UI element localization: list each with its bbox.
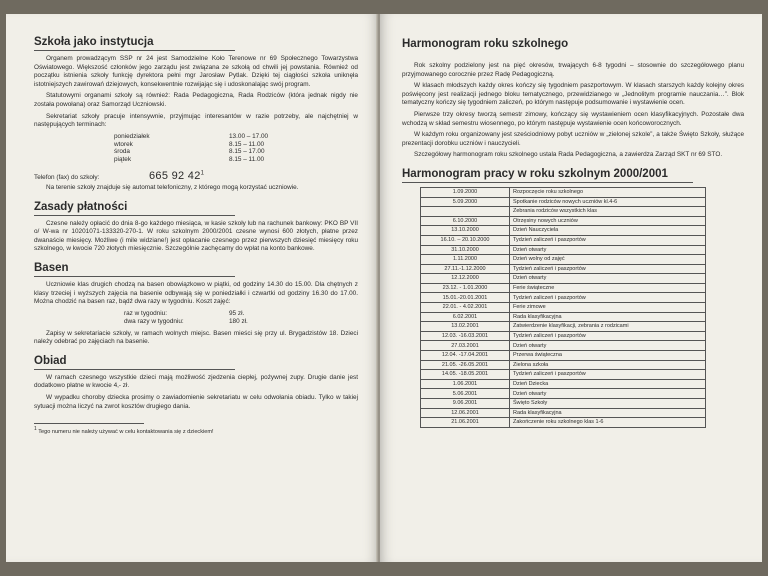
schedule-date-cell: 5.06.2001	[421, 389, 510, 399]
table-row	[421, 303, 706, 313]
schedule-date-cell: 9.06.2001	[421, 399, 510, 409]
schedule-event-cell: Tydzień zaliczeń i paszportów	[510, 235, 706, 245]
table-row	[421, 341, 706, 351]
schedule-date-cell: 1.11.2000	[421, 255, 510, 265]
pool-price-label: dwa razy w tygodniu:	[124, 317, 184, 325]
schedule-event-cell: Zatwierdzenie klasyfikacji, zebrania z rodzicami	[510, 322, 706, 332]
office-hours-row	[114, 156, 358, 164]
pool-prices	[124, 310, 358, 326]
paragraph: Na terenie szkoły znajduje się automat telefoniczny, z którego mogą korzystać uczniowie.	[46, 183, 299, 191]
footnote-text: Tego numeru nie należy używać w celu kontaktowania się z dzieckiem!	[38, 429, 214, 436]
paragraph: W klasach młodszych każdy okres kończy się tygodniem paszportowym. W klasach starszych każdy kolejny okres poświęcony jest realizacji jednego bloku tematycznego, przewidzianego w „Jednolitym programie nauczania…”. Blok tematyczny kończy się tygodniem zaliczeń, po którym następuje podsumowanie i wystawienie ocen.	[402, 82, 744, 107]
section-title-pool: Basen	[34, 262, 235, 277]
section-title-school-year: Harmonogram roku szkolnego	[402, 38, 569, 50]
weekday: wtorek	[114, 140, 133, 148]
schedule-date-cell	[421, 207, 510, 217]
office-hours-row	[114, 133, 358, 141]
schedule-date-cell: 12.06.2001	[421, 408, 510, 418]
table-row	[421, 235, 706, 245]
phone-label: Telefon (fax) do szkoły:	[34, 173, 100, 181]
table-row	[421, 293, 706, 303]
right-page	[380, 14, 762, 562]
paragraph: Uczniowie klas drugich chodzą na basen obowiązkowo w piątki, od godziny 14.30 do 15.00. Dla chętnych z klasy trzeciej i wyższych zajęcia na basenie odbywają się w poniedziałki i czwartki od godziny 16.30 do 17.00. Można chodzić na basen raz, bądź dwa razy w tygodniu. Koszt zajęć:	[34, 280, 358, 306]
schedule-date-cell: 27.11.-1.12.2000	[421, 264, 510, 274]
table-row	[421, 312, 706, 322]
table-row	[421, 274, 706, 284]
pool-price-row	[124, 310, 358, 318]
paragraph: Organem prowadzącym SSP nr 24 jest Samodzielne Koło Terenowe nr 69 Społecznego Towarzystwa Oświatowego. Większość członków jego zarządu jest związana ze szkołą od chwili jej powstania. Również od początku istnienia szkoły funkcję dyrektora pełni mgr Jarosław Pytlak. Dzięki tej ciągłości szkoła uniknęła istotniejszych zawirowań dziejowych, konsekwentnie rozwijając się i udoskonalając swój program.	[34, 55, 358, 88]
schedule-date-cell: 16.10. – 20.10.2000	[421, 235, 510, 245]
right-page-content	[380, 14, 762, 562]
table-row	[421, 399, 706, 409]
section-title-school: Szkoła jako instytucja	[34, 36, 235, 51]
phone-number-text: 665 92 42	[149, 169, 201, 182]
schedule-date-cell: 1.06.2001	[421, 379, 510, 389]
table-row	[421, 360, 706, 370]
schedule-event-cell: Dzień wolny od zajęć	[510, 255, 706, 265]
table-row	[421, 207, 706, 217]
schedule-event-cell: Dzień otwarty	[510, 341, 706, 351]
phone-line	[34, 170, 358, 182]
hours-range: 8.15 – 17.00	[229, 148, 265, 156]
schedule-date-cell: 6.02.2001	[421, 312, 510, 322]
table-row	[421, 255, 706, 265]
pool-price-value: 95 zł.	[229, 309, 245, 317]
paragraph: Rok szkolny podzielony jest na pięć okresów, trwających 6-8 tygodni – stosownie do szczegółowego planu przyjmowanego corocznie przez Radę Pedagogiczną.	[402, 62, 744, 78]
table-row	[421, 408, 706, 418]
table-row	[421, 351, 706, 361]
schedule-date-cell: 31.10.2000	[421, 245, 510, 255]
schedule-date-cell: 27.03.2001	[421, 341, 510, 351]
paragraph: Pierwsze trzy okresy tworzą semestr zimowy, kończący się wystawieniem ocen klasyfikacyjnych. Pozostałe dwa wchodzą w skład semestru wiosennego, po którym następuje wystawienie ocen końcoworocznych.	[402, 110, 744, 127]
schedule-date-cell: 1.09.2000	[421, 187, 510, 197]
hours-range: 8.15 – 11.00	[229, 140, 265, 148]
weekday: poniedziałek	[114, 132, 150, 140]
schedule-event-cell: Rada klasyfikacyjna	[510, 408, 706, 418]
schedule-event-cell: Ferie zimowe	[510, 303, 706, 313]
hours-range: 8.15 – 11.00	[229, 156, 265, 164]
schedule-event-cell: Spotkanie rodziców nowych uczniów kl.4-6	[510, 197, 706, 207]
schedule-date-cell: 23.12. - 1.01.2000	[421, 283, 510, 293]
paragraph: W wypadku choroby dziecka prosimy o zawiadomienie sekretariatu w celu odwołania obiadu. Tylko w takiej sytuacji można liczyć na zwrot kosztów drugiego dania.	[34, 394, 358, 410]
footnote-divider	[34, 423, 144, 424]
paragraph: W ramach czesnego wszystkie dzieci mają możliwość zjedzenia ciepłej, pożywnej zupy. Drugie danie jest dodatkowo płatne w kwocie 4,- zł.	[34, 373, 358, 390]
section-title-lunch: Obiad	[34, 355, 235, 370]
schedule-event-cell: Tydzień zaliczeń i paszportów	[510, 264, 706, 274]
office-hours-row	[114, 141, 358, 149]
schedule-date-cell: 5.09.2000	[421, 197, 510, 207]
schedule-event-cell: Rada klasyfikacyjna	[510, 312, 706, 322]
schedule-date-cell: 12.04. -17.04.2001	[421, 351, 510, 361]
schedule-event-cell: Dzień Dziecka	[510, 379, 706, 389]
footnote-marker: 1	[200, 170, 205, 177]
section-title-payments: Zasady płatności	[34, 201, 235, 216]
table-row	[421, 379, 706, 389]
schedule-date-cell: 21.05. -26.05.2001	[421, 360, 510, 370]
table-row	[421, 216, 706, 226]
schedule-event-cell: Tydzień zaliczeń i paszportów	[510, 331, 706, 341]
schedule-event-cell: Tydzień zaliczeń i paszportów	[510, 293, 706, 303]
weekday: środa	[114, 148, 130, 156]
table-row	[421, 264, 706, 274]
schedule-date-cell: 15.01.-20.01.2001	[421, 293, 510, 303]
schedule-table	[420, 187, 706, 428]
schedule-date-cell: 13.10.2000	[421, 226, 510, 236]
left-page-content	[6, 14, 378, 562]
schedule-event-cell: Tydzień zaliczeń i paszportów	[510, 370, 706, 380]
schedule-event-cell: Rozpoczęcie roku szkolnego	[510, 187, 706, 197]
paragraph: Zapisy w sekretariacie szkoły, w ramach wolnych miejsc. Basen mieści się przy ul. Brygadzistów 18. Dzieci należy odebrać po zajęciach na basenie.	[34, 329, 358, 346]
paragraph: Szczegółowy harmonogram roku szkolnego ustala Rada Pedagogiczna, a zawierdza Zarząd SKT nr 69 STO.	[414, 151, 723, 159]
schedule-event-cell: Dzień otwarty	[510, 389, 706, 399]
hours-range: 13.00 – 17.00	[229, 132, 269, 140]
paragraph: Czesne należy opłacić do dnia 8-go każdego miesiąca, w kasie szkoły lub na rachunek bankowy: PKO BP VII o/ W-wa nr 10201071-133320-270-1. W roku szkolnym 2000/2001 czesne wynosi 600 złotych, płatne przez dwanaście miesięcy. Możliwe (i mile widziane!) jest opłacanie czesnego przez pierwszych dziesięć miesięcy roku szkolnego, w kwocie 720 złotych miesięcznie. Szczególnie zachęcamy do wpłat na konto bankowe.	[34, 219, 358, 253]
schedule-date-cell: 21.06.2001	[421, 418, 510, 428]
schedule-event-cell: Zebrania rodziców wszystkich klas	[510, 207, 706, 217]
schedule-date-cell: 12.03. -16.03.2001	[421, 331, 510, 341]
schedule-date-cell: 22.01. - 4.02.2001	[421, 303, 510, 313]
pool-price-value: 180 zł.	[229, 317, 248, 325]
schedule-event-cell: Zielona szkoła	[510, 360, 706, 370]
pool-price-label: raz w tygodniu:	[124, 309, 167, 317]
left-page	[6, 14, 378, 562]
schedule-event-cell: Zakończenie roku szkolnego klas 1-6	[510, 418, 706, 428]
table-row	[421, 322, 706, 332]
pool-price-row	[124, 318, 358, 326]
phone-number	[149, 170, 204, 182]
weekday: piątek	[114, 156, 132, 164]
schedule-date-cell: 12.12.2000	[421, 274, 510, 284]
footnote-marker: 1	[34, 426, 37, 433]
schedule-event-cell: Przerwa świąteczna	[510, 351, 706, 361]
paragraph: Statutowymi organami szkoły są również: Rada Pedagogiczna, Rada Rodziców (która jednak nigdy nie została powołana) oraz Samorząd Uczniowski.	[34, 92, 358, 108]
table-row	[421, 226, 706, 236]
table-row	[421, 370, 706, 380]
paragraph: W każdym roku organizowany jest sześciodniowy pobyt uczniów w „zielonej szkole”, a także Święto Szkoły, służące prezentacji dorobku uczniów i nauczycieli.	[402, 131, 744, 147]
table-row	[421, 331, 706, 341]
schedule-event-cell: Dzień otwarty	[510, 274, 706, 284]
footnote	[34, 426, 358, 435]
schedule-event-cell: Dzień Nauczyciela	[510, 226, 706, 236]
schedule-date-cell: 13.02.2001	[421, 322, 510, 332]
table-row	[421, 283, 706, 293]
office-hours-list	[114, 133, 358, 164]
table-row	[421, 389, 706, 399]
office-hours-row	[114, 148, 358, 156]
schedule-event-cell: Święto Szkoły	[510, 399, 706, 409]
table-row	[421, 418, 706, 428]
schedule-event-cell: Dzień otwarty	[510, 245, 706, 255]
table-row	[421, 187, 706, 197]
schedule-event-cell: Otrzęsiny nowych uczniów	[510, 216, 706, 226]
schedule-date-cell: 6.10.2000	[421, 216, 510, 226]
table-row	[421, 245, 706, 255]
schedule-date-cell: 14.05. -18.05.2001	[421, 370, 510, 380]
schedule-event-cell: Ferie świąteczne	[510, 283, 706, 293]
section-title-schedule: Harmonogram pracy w roku szkolnym 2000/2001	[402, 168, 693, 183]
paragraph: Sekretariat szkoły pracuje intensywnie, przyjmując interesantów w razie potrzeby, ale najchętniej w następujących terminach:	[34, 112, 358, 129]
table-row	[421, 197, 706, 207]
